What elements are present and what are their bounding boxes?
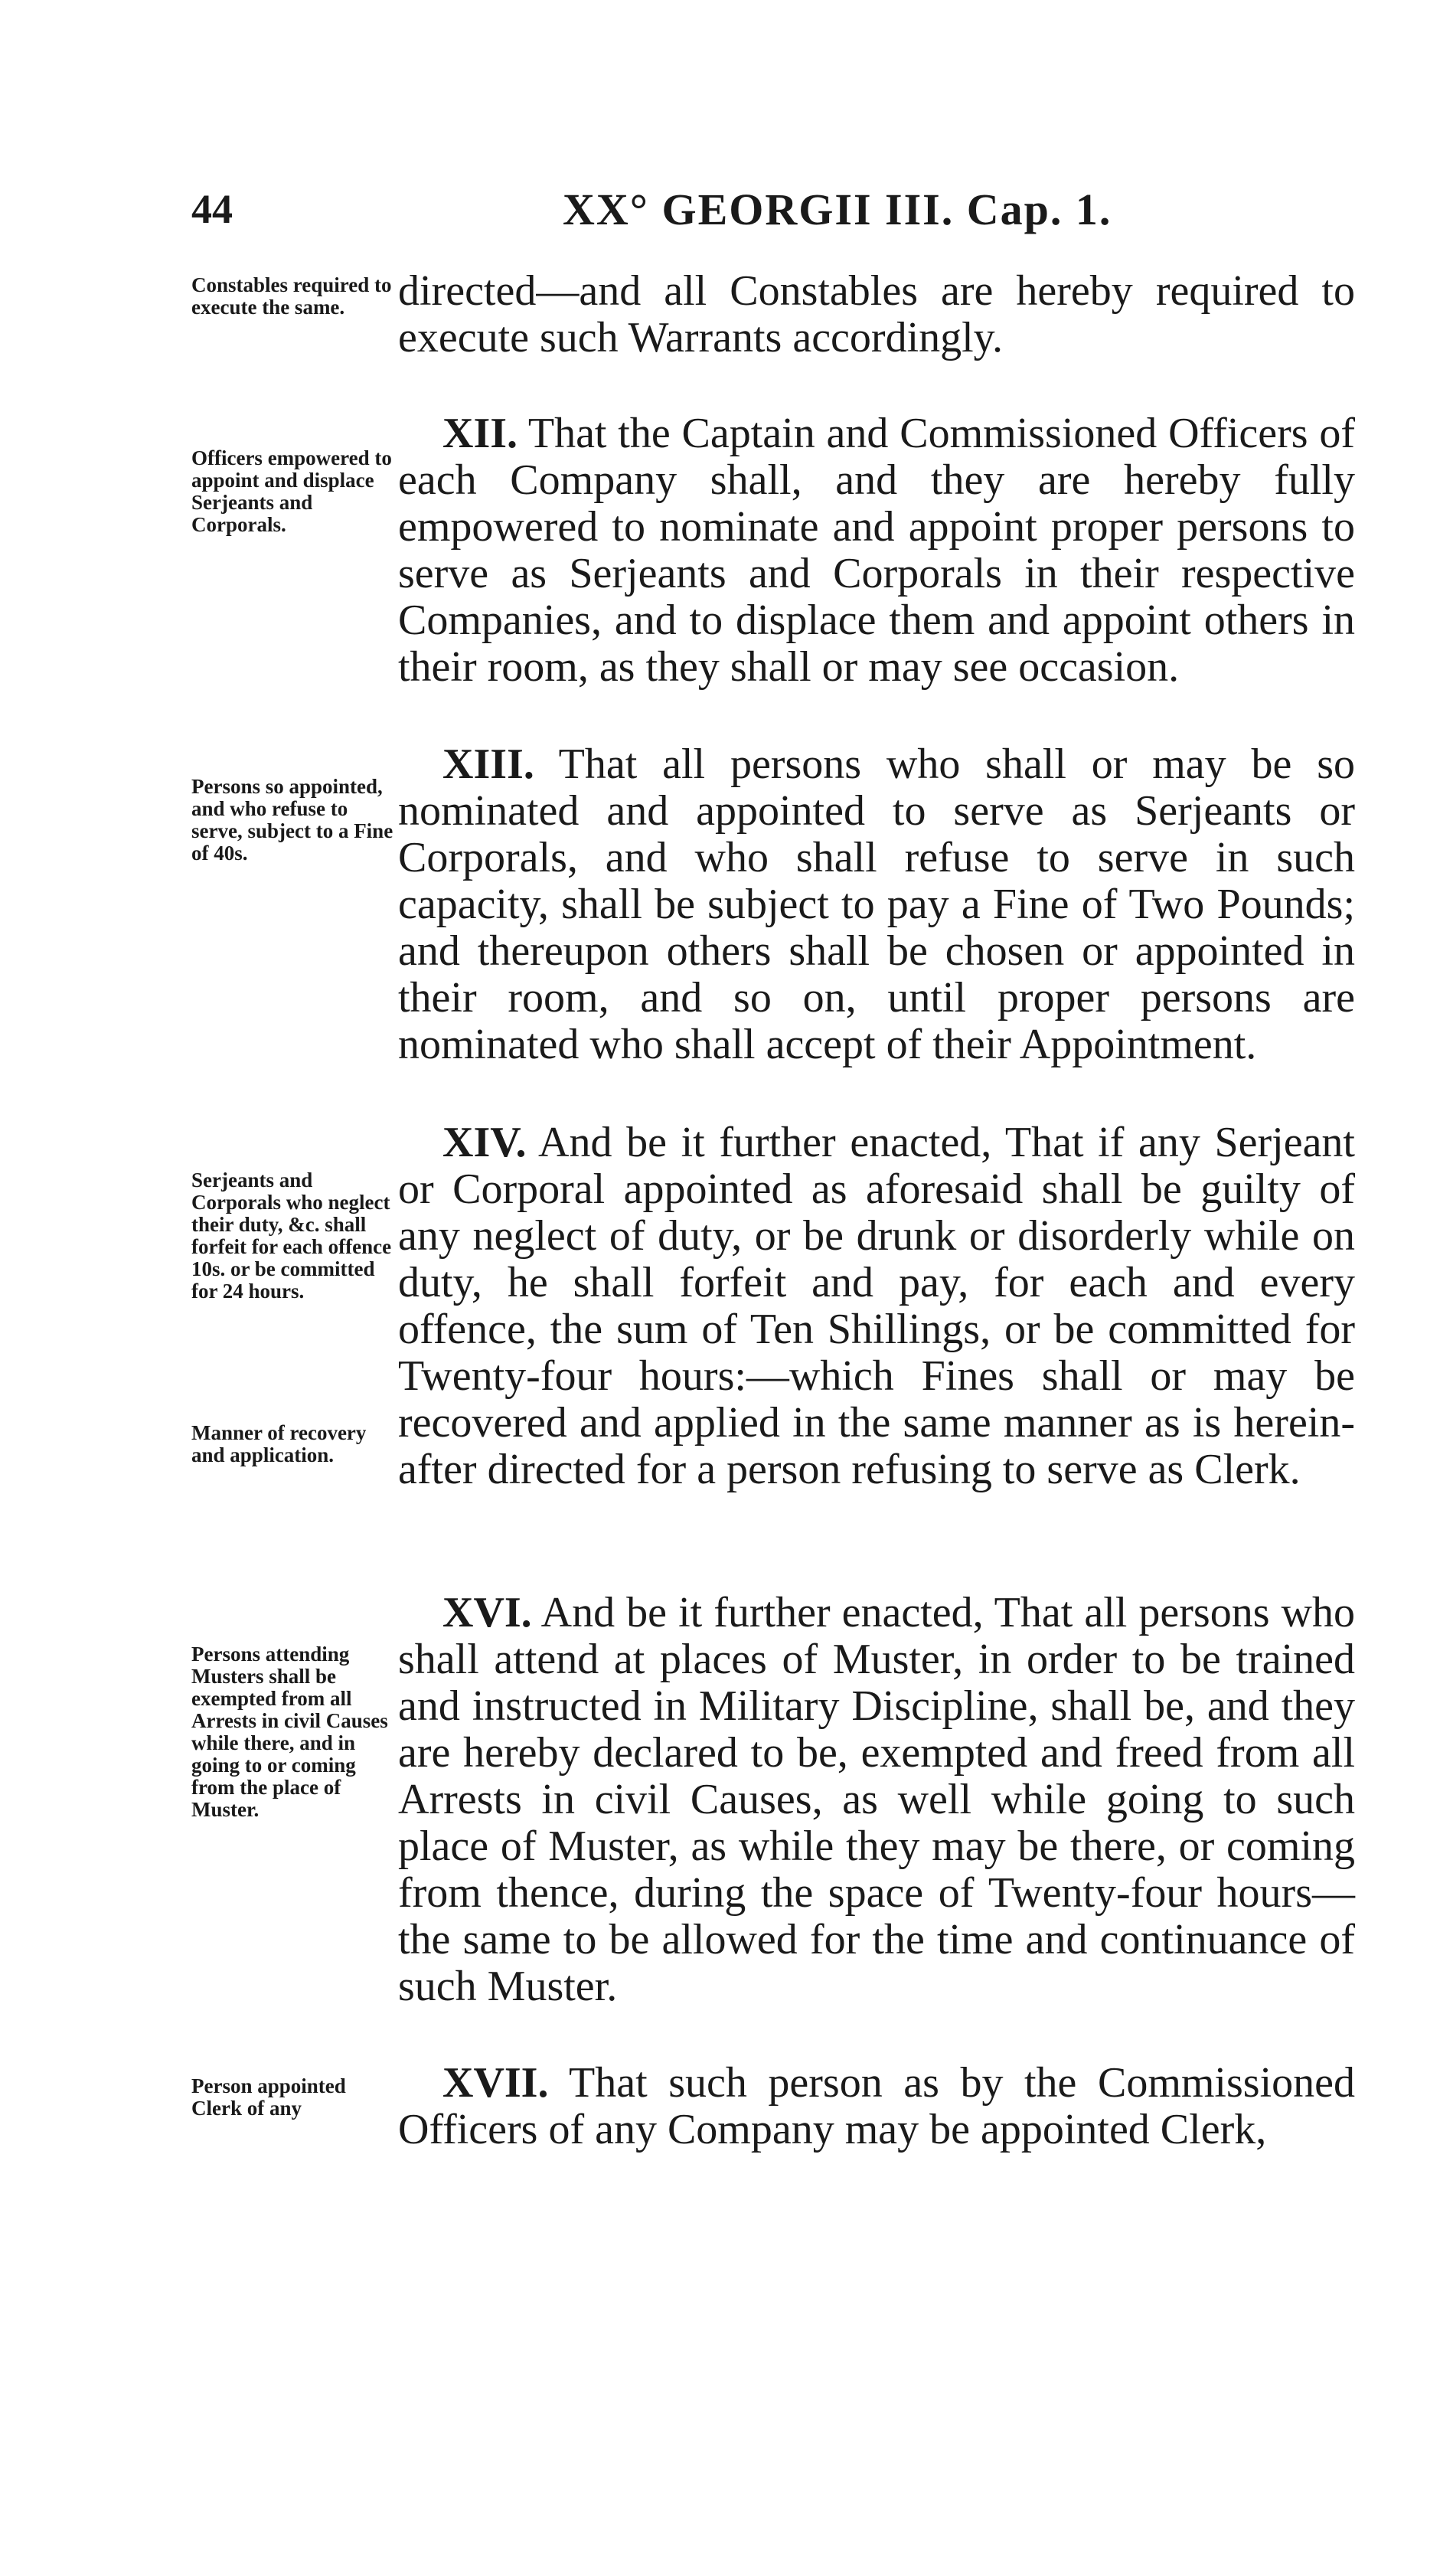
paragraph-text [398, 741, 1355, 1068]
paragraph-body: That such person as by the Commissioned Officers of any Company may be appointed Clerk, [398, 2059, 1355, 2153]
paragraph-body: And be it further enacted, That if any Serjeant or Corporal appointed as aforesaid shall be guilty of any neglect of duty, or be drunk or disorderly while on duty, he shall forfeit and pay, for each and every offence, the sum of Ten Shillings, or be committed for Twenty-four hours:—which Fines shall or may be recovered and applied in the same manner as is herein-after directed for a person refusing to serve as Clerk. [398, 1119, 1355, 1493]
paragraph-text [398, 268, 1355, 361]
running-head: XX° GEORGII III. Cap. 1. [563, 185, 1112, 234]
section-number: XIII. [442, 740, 534, 788]
paragraph-body: That the Captain and Commissioned Officers of each Company shall, and they are hereby fully empowered to nominate and appoint proper persons to serve as Serjeants and Corporals in their respective Companies, and to displace them and appoint others in their room, as they shall or may see occasion. [398, 410, 1355, 691]
margin-note: Person appointed Clerk of any [191, 2074, 346, 2120]
paragraph-text [398, 410, 1355, 691]
section-number: XVI. [442, 1589, 532, 1636]
paragraph-text [398, 1120, 1355, 1493]
margin-note: Persons attending Musters shall be exempted from all Arrests in civil Causes while there, and in going to or coming from the place of Muster. [191, 1643, 388, 1821]
section-number: XII. [442, 410, 518, 457]
paragraph-text [398, 2060, 1355, 2153]
margin-note: Constables required to execute the same. [191, 273, 392, 319]
margin-note: Serjeants and Corporals who neglect their duty, &c. shall forfeit for each offence 10s. or be committed for 24 hours. [191, 1169, 392, 1303]
page-number: 44 [191, 186, 233, 232]
margin-note-recovery: Manner of recovery and application. [191, 1421, 367, 1466]
paragraph-body: That all persons who shall or may be so nominated and appointed to serve as Serjeants or Corporals, and who shall refuse to serve in such capacity, shall be subject to pay a Fine of Two Pounds; and thereupon others shall be chosen or appointed in their room, and so on, until proper persons are nominated who shall accept of their Appointment. [398, 740, 1355, 1068]
margin-note: Officers empowered to appoint and displace Serjeants and Corporals. [191, 446, 392, 536]
margin-note: Persons so appointed, and who refuse to serve, subject to a Fine of 40s. [191, 775, 393, 865]
section-number: XIV. [442, 1119, 527, 1166]
section-number: XVII. [442, 2059, 549, 2107]
paragraph-text [398, 1590, 1355, 2010]
paragraph-body: directed—and all Constables are hereby required to execute such Warrants accordingly. [398, 267, 1355, 361]
paragraph-body: And be it further enacted, That all persons who shall attend at places of Muster, in order to be trained and instructed in Military Discipline, shall be, and they are hereby declared to be, exempted and freed from all Arrests in civil Causes, as well while going to such place of Muster, as while they may be there, or coming from thence, during the space of Twenty-four hours—the same to be allowed for the time and continuance of such Muster. [398, 1589, 1355, 2010]
